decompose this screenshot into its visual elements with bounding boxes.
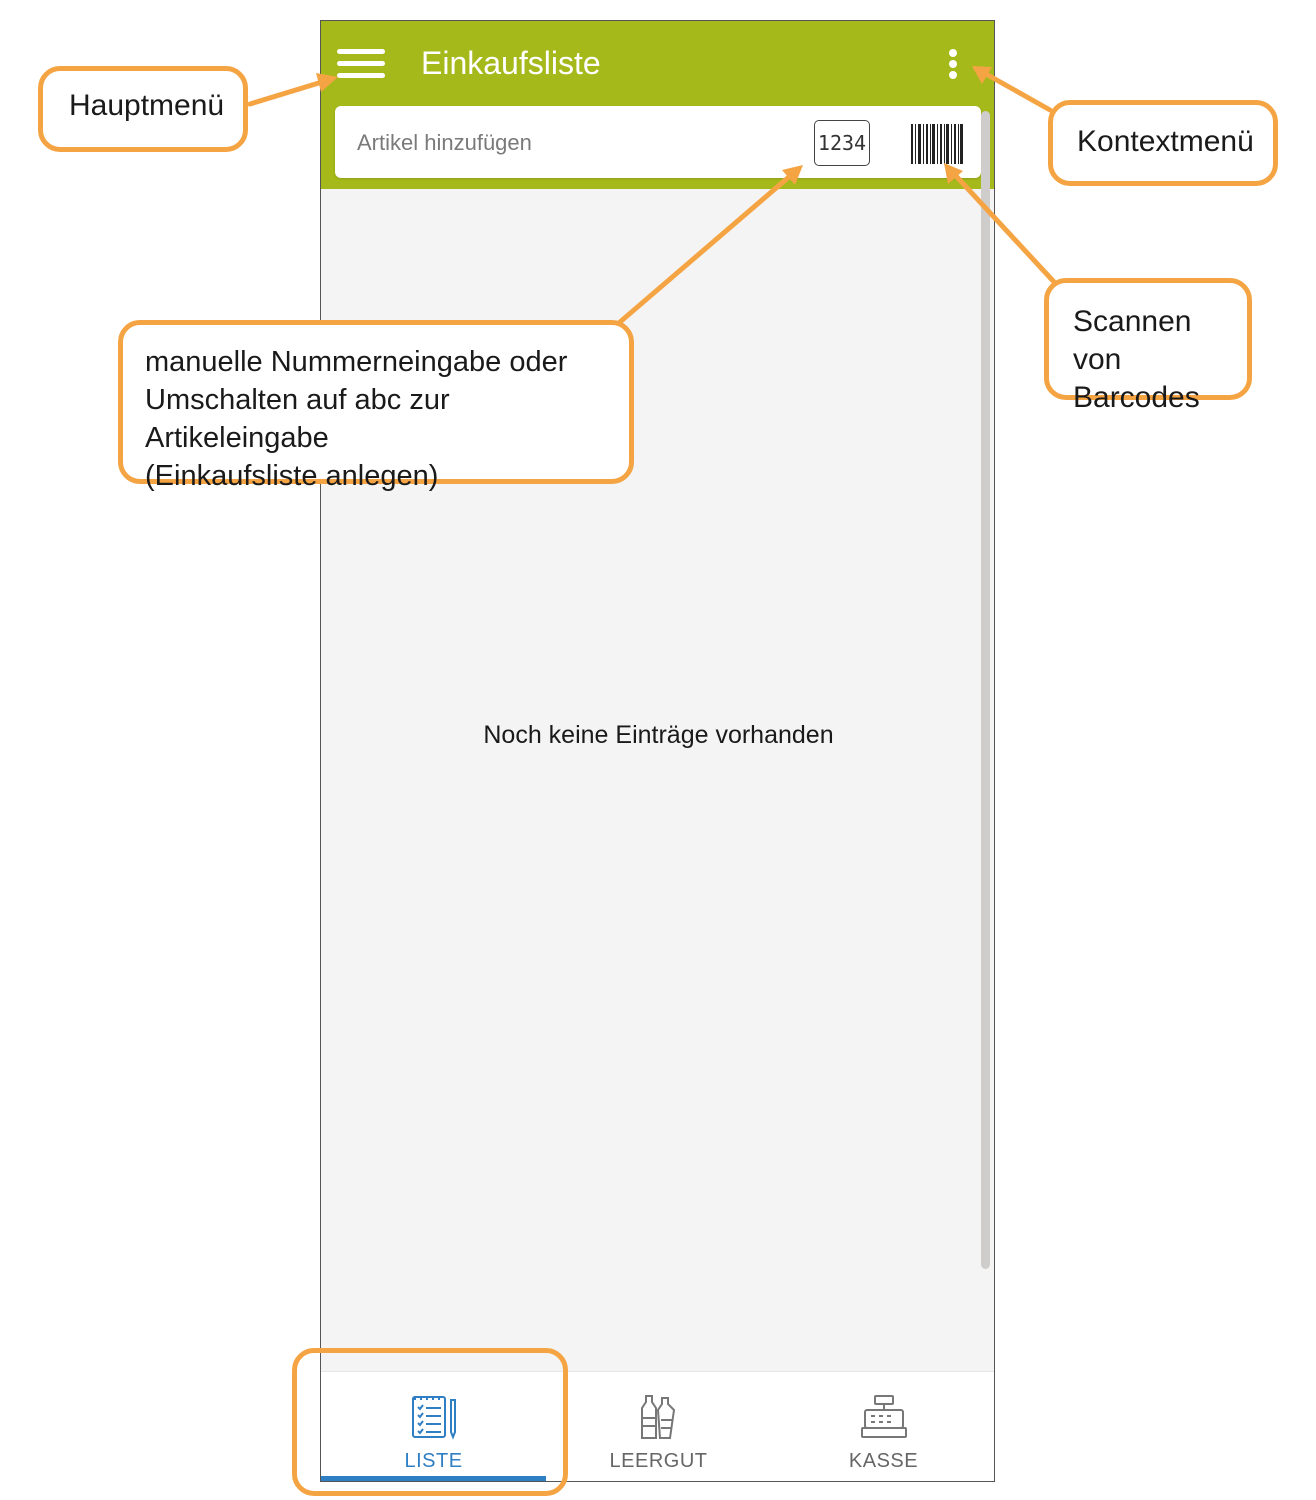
liste-tab-highlight (292, 1348, 568, 1496)
empty-list-message: Noch keine Einträge vorhanden (483, 721, 834, 749)
app-title: Einkaufsliste (421, 45, 601, 81)
callout-manual-entry-text: manuelle Nummerneingabe oder Umschalten auf abc zur Artikeleingabe (Einkaufsliste anlegen) (145, 346, 568, 492)
phone-screen (320, 20, 995, 1482)
add-article-bar (335, 106, 981, 178)
callout-manual-entry (118, 320, 634, 492)
tab-kasse[interactable] (771, 1372, 995, 1482)
callout-hauptmenu-text: Hauptmenü (69, 89, 225, 122)
callout-barcodes (1044, 278, 1252, 414)
hamburger-menu-icon[interactable] (337, 47, 385, 79)
callout-kontextmenu-text: Kontextmenü (1077, 125, 1254, 158)
callout-hauptmenu (38, 66, 248, 152)
callout-kontextmenu (1048, 100, 1278, 186)
add-article-input[interactable] (355, 124, 789, 162)
tab-liste-label: LISTE (404, 1450, 463, 1472)
bottles-icon (634, 1394, 684, 1440)
scrollbar[interactable] (981, 111, 990, 1269)
tab-leergut[interactable] (546, 1372, 771, 1482)
tab-leergut-label: LEERGUT (609, 1450, 708, 1472)
tab-kasse-label: KASSE (848, 1450, 919, 1472)
app-bar (321, 21, 994, 189)
more-vert-icon[interactable] (943, 49, 963, 79)
barcode-icon[interactable] (911, 124, 963, 164)
cash-register-icon (859, 1394, 909, 1440)
number-input-toggle-button[interactable]: 1234 (814, 120, 870, 166)
callout-barcodes-text: Scannen von Barcodes (1073, 305, 1200, 414)
